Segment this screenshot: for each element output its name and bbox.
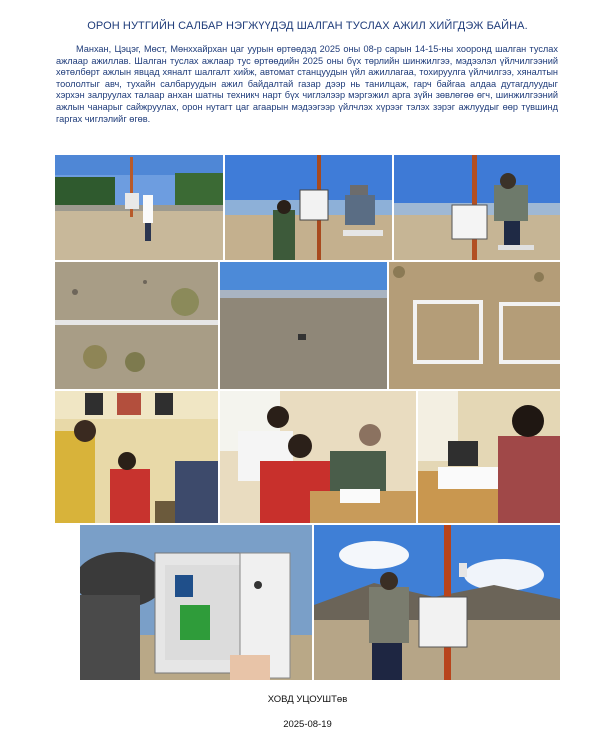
photo-station-technician-3 — [394, 155, 560, 260]
footer-organization: ХОВД УЦОУШТөв — [267, 694, 348, 705]
photo-steppe-landscape — [220, 262, 387, 389]
photo-station-technician-1 — [55, 155, 223, 260]
photo-snow-measurement-frames — [389, 262, 560, 389]
photo-office-writing — [418, 391, 560, 523]
document-title: ОРОН НУТГИЙН САЛБАР НЭГЖҮҮДЭД ШАЛГАН ТУСЛАХ АЖИЛ ХИЙГДЭЖ БАЙНА. — [87, 20, 528, 32]
document-paragraph: Манхан, Цэцэг, Мөст, Мөнххайрхан цаг уурын өртөөдэд 2025 оны 08-р сарын 14-15-ны хооронд шалган туслах ажлаар ажиллав. Шалган туслах ажлаар тус өртөөдийн 2025 оны бүх төрлийн шинжилгээ, мэдээлэл үйлчилгээний хөтөлбөрт ажлын явцад хяналт шалгалт хийж, автомат станцуудын үйл ажиллагаа, тохируулга үйлчилгээ, хяналтын тоололтыг авч, тухайн салбаруудын ажил байдалтай газар дээр нь танилцаж, гарч байгаа алдаа дутагдлуудыг хэрхэн залруулах талаар анхан шатны техникч нарт бүх чиглэлээр мэргэжил арга зүйн зөвлөгөө өгч, шинжилгээний ажлын чанарыг сайжруулах, орон нутагт цаг агаарын мэдээгээр үйлчлэх хүрээг тэлэх зэрэг ажлуудыг өөр түвшинд гаргах чиглэлийг өгөв. — [56, 44, 558, 124]
photo-office-meeting-2 — [220, 391, 416, 523]
photo-station-mast-technician — [314, 525, 560, 680]
photo-automatic-station-box — [80, 525, 312, 680]
photo-station-technicians-2 — [225, 155, 392, 260]
photo-office-meeting-1 — [55, 391, 218, 523]
photo-ground-closeup — [55, 262, 218, 389]
footer-date: 2025-08-19 — [283, 719, 332, 730]
